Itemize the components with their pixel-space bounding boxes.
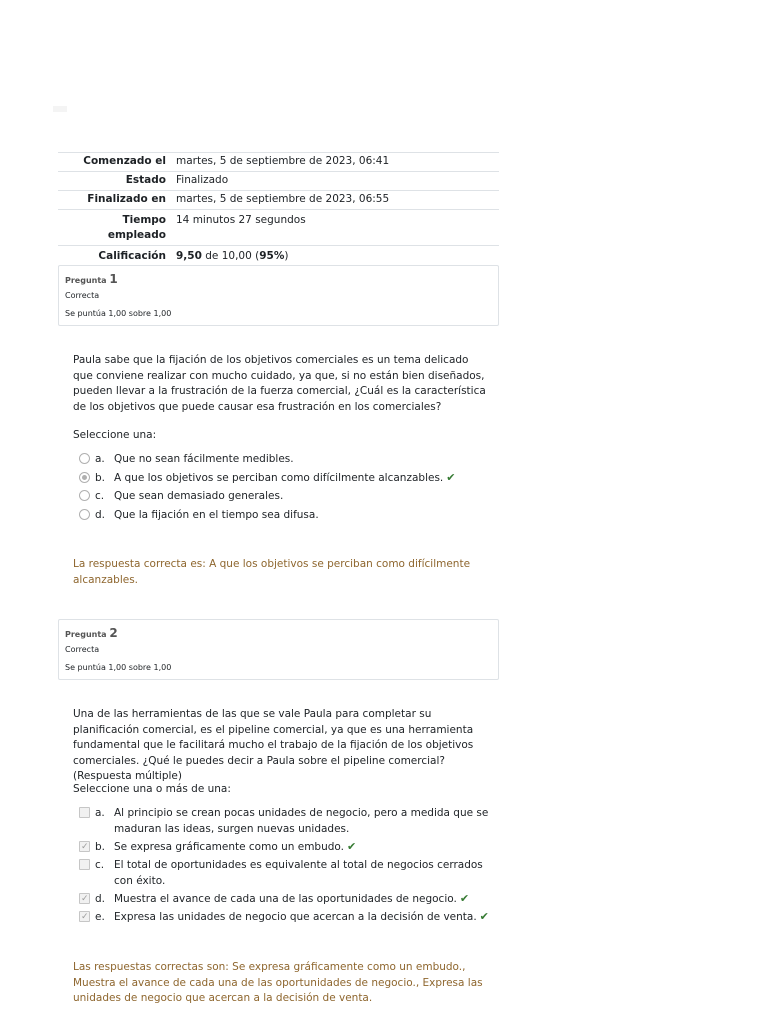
answer-prompt: Seleccione una o más de una: xyxy=(73,783,231,795)
question-grade: Se puntúa 1,00 sobre 1,00 xyxy=(65,663,172,672)
answer-list xyxy=(73,451,493,526)
summary-row-grade xyxy=(58,246,499,267)
answer-text-wrap xyxy=(114,839,493,855)
question-label: Pregunta xyxy=(65,630,107,639)
answer-text: Muestra el avance de cada una de las oportunidades de negocio. xyxy=(114,893,457,905)
answer-text-wrap xyxy=(114,470,493,486)
question-text: Una de las herramientas de las que se vale Paula para completar su planificación comercial, es el pipeline comercial, ya que es una herramienta fundamental que le facilitará mucho el trabajo de la fijación de los objetivos comerciales. ¿Qué le puedes decir a Paula sobre el pipeline comercial? (Respuesta múltiple) xyxy=(73,708,474,782)
checkbox-checked[interactable] xyxy=(79,893,90,904)
answer-letter: a. xyxy=(95,453,105,465)
summary-value: Finalizado xyxy=(172,172,499,191)
question-state: Correcta xyxy=(65,645,100,654)
answer-option-d[interactable] xyxy=(73,891,493,909)
summary-key: Estado xyxy=(58,172,172,191)
summary-value-grade xyxy=(172,246,499,267)
attempt-summary-table xyxy=(58,152,499,267)
question-text: Paula sabe que la fijación de los objetivos comerciales es un tema delicado que conviene realizar con mucho cuidado, ya que, si no están bien diseñados, pueden llevar a la frustración de la fuerza comercial, ¿Cuál es la característica de los objetivos que puede causar esa frustración en los comerciales? xyxy=(73,354,486,413)
answer-letter: d. xyxy=(95,893,106,905)
decorative-mark xyxy=(53,106,67,112)
check-icon: ✔ xyxy=(347,840,357,853)
answer-text: Al principio se crean pocas unidades de negocio, pero a medida que se maduran las ideas, surgen nuevas unidades. xyxy=(114,807,489,835)
answer-option-c[interactable] xyxy=(73,857,493,891)
radio-button[interactable] xyxy=(79,453,90,464)
answer-list xyxy=(73,805,493,927)
correct-answer-feedback: La respuesta correcta es: A que los objetivos se perciban como difícilmente alcanzables. xyxy=(73,558,471,586)
radio-button-checked[interactable] xyxy=(79,472,90,483)
question-label: Pregunta xyxy=(65,276,107,285)
question-state: Correcta xyxy=(65,291,100,300)
radio-button[interactable] xyxy=(79,490,90,501)
correct-answer-feedback: Las respuestas correctas son: Se expresa gráficamente como un embudo., Muestra el avance de cada una de las oportunidades de negocio., Expresa las unidades de negocio que acercan a la decisión de venta. xyxy=(73,961,483,1004)
answer-option-c[interactable] xyxy=(73,488,493,507)
summary-value: martes, 5 de septiembre de 2023, 06:41 xyxy=(172,153,499,172)
question-info-box xyxy=(58,265,499,326)
question-number xyxy=(65,272,118,286)
answer-letter: b. xyxy=(95,472,106,484)
check-icon: ✔ xyxy=(459,892,470,905)
answer-text: Que la fijación en el tiempo sea difusa. xyxy=(114,509,319,521)
answer-letter: b. xyxy=(95,841,106,853)
summary-value: 14 minutos 27 segundos xyxy=(172,210,499,246)
question-number-value: 2 xyxy=(109,626,118,640)
answer-option-a[interactable] xyxy=(73,805,493,839)
answer-option-d[interactable] xyxy=(73,507,493,526)
check-icon: ✔ xyxy=(479,910,489,923)
answer-letter: a. xyxy=(95,807,105,819)
question-number-value: 1 xyxy=(109,272,118,286)
question-grade: Se puntúa 1,00 sobre 1,00 xyxy=(65,309,172,318)
summary-row-state xyxy=(58,172,499,191)
question-info-box xyxy=(58,619,499,680)
answer-text-wrap xyxy=(114,909,493,925)
summary-row-time xyxy=(58,210,499,246)
answer-letter: c. xyxy=(95,859,105,871)
check-icon: ✔ xyxy=(446,471,456,484)
answer-option-b[interactable] xyxy=(73,839,493,857)
answer-text: Que no sean fácilmente medibles. xyxy=(114,453,294,465)
summary-row-finished xyxy=(58,191,499,210)
answer-option-b[interactable] xyxy=(73,470,493,488)
grade-mid: de 10,00 ( xyxy=(201,250,260,262)
answer-text: A que los objetivos se perciban como difícilmente alcanzables. xyxy=(114,472,444,484)
summary-row-started xyxy=(58,153,499,172)
answer-letter: d. xyxy=(95,509,106,521)
answer-text: El total de oportunidades es equivalente al total de negocios cerrados con éxito. xyxy=(114,859,483,887)
answer-text: Que sean demasiado generales. xyxy=(114,490,284,502)
checkbox[interactable] xyxy=(79,859,90,870)
answer-text: Expresa las unidades de negocio que acercan a la decisión de venta. xyxy=(114,911,477,923)
answer-letter: e. xyxy=(95,911,105,923)
summary-key: Comenzado el xyxy=(58,153,172,172)
checkbox-checked[interactable] xyxy=(79,841,90,852)
checkbox-checked[interactable] xyxy=(79,911,90,922)
summary-key: Tiempo empleado xyxy=(58,210,172,246)
summary-key: Finalizado en xyxy=(58,191,172,210)
radio-button[interactable] xyxy=(79,509,90,520)
summary-value: martes, 5 de septiembre de 2023, 06:55 xyxy=(172,191,499,210)
question-number xyxy=(65,626,118,640)
checkbox[interactable] xyxy=(79,807,90,818)
answer-option-a[interactable] xyxy=(73,451,493,470)
summary-key: Calificación xyxy=(58,246,172,267)
answer-letter: c. xyxy=(95,490,105,502)
answer-prompt: Seleccione una: xyxy=(73,429,157,441)
grade-end: ) xyxy=(284,250,289,262)
answer-text-wrap xyxy=(114,891,493,907)
grade-score: 9,50 xyxy=(176,250,202,262)
answer-text: Se expresa gráficamente como un embudo. xyxy=(114,841,344,853)
answer-option-e[interactable] xyxy=(73,909,493,927)
grade-percent: 95% xyxy=(259,250,285,262)
